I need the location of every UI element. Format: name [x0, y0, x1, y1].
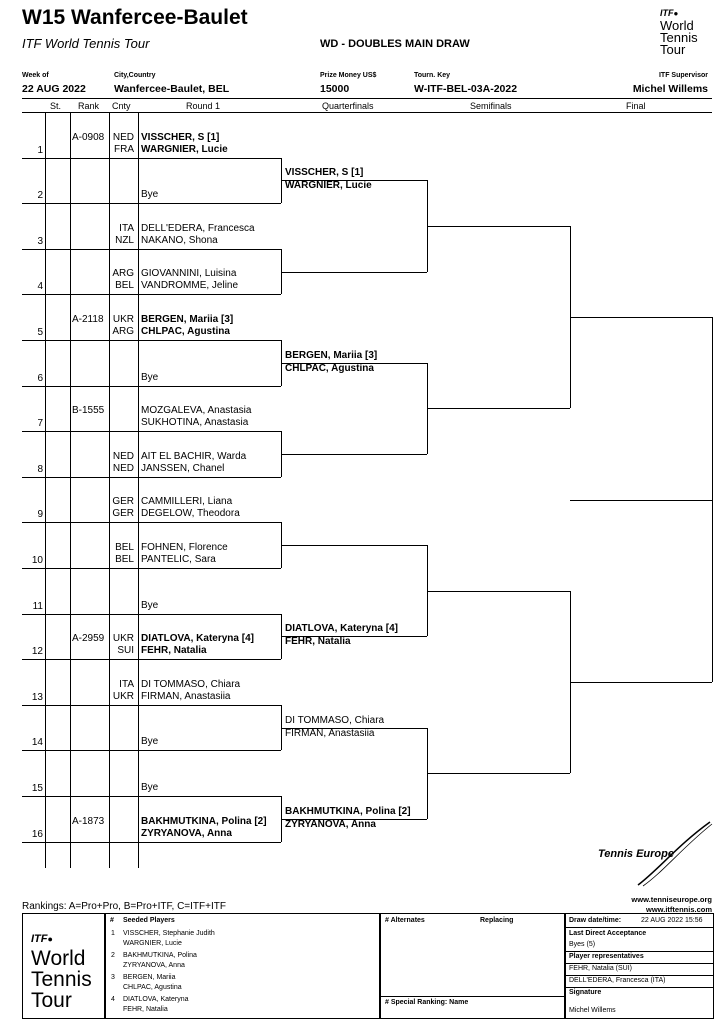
alternates-label: # Alternates [385, 917, 425, 924]
footer-logo-line2: Tennis [31, 968, 92, 991]
country-2: FRA [114, 143, 134, 155]
draw-position: 16 [31, 828, 43, 840]
tournament-title: W15 Wanfercee-Baulet [22, 6, 248, 29]
seed-number: 2 [111, 952, 115, 959]
special-ranking-rule [380, 996, 565, 997]
round1-entry [0, 386, 722, 432]
draw-position: 6 [37, 372, 43, 384]
player-2: Bye [141, 189, 159, 201]
entry-rank: A-0908 [72, 131, 105, 143]
country-1: BEL [115, 541, 134, 553]
player-2: NAKANO, Shona [141, 234, 218, 246]
country-1: ITA [119, 678, 134, 690]
country-2: NED [112, 462, 134, 474]
website-itftennis[interactable]: www.itftennis.com [646, 905, 712, 914]
country-1: UKR [112, 313, 134, 325]
sf-line [427, 773, 570, 774]
seed-player-2: WARGNIER, Lucie [123, 940, 182, 947]
prize-value: 15000 [320, 83, 350, 95]
replacing-label: Replacing [480, 917, 514, 924]
player-2: SUKHOTINA, Anastasia [141, 417, 249, 429]
country-2: BEL [115, 280, 134, 292]
entry-rank: A-2118 [72, 313, 104, 325]
player-1: DELL'EDERA, Francesca [141, 222, 255, 234]
logo-line1: World [660, 18, 694, 33]
draw-position: 11 [32, 600, 43, 612]
player-2: PANTELIC, Sara [141, 553, 216, 565]
player-2: JANSSEN, Chanel [141, 462, 225, 474]
draw-position: 5 [37, 326, 43, 338]
player-1: AIT EL BACHIR, Warda [141, 450, 247, 462]
col-round1: Round 1 [186, 101, 221, 111]
col-st: St. [50, 101, 62, 111]
seed-player-1: BAKHMUTKINA, Polina [123, 952, 197, 959]
seeded-title: Seeded Players [123, 917, 175, 924]
col-final: Final [626, 101, 646, 111]
country-2: BEL [115, 553, 134, 565]
player-2: ZYRYANOVA, Anna [141, 827, 232, 839]
draw-position: 3 [37, 235, 43, 247]
player-2: VANDROMME, Jeline [141, 280, 239, 292]
prize-label: Prize Money US$ [320, 72, 377, 79]
player-1: FOHNEN, Florence [141, 541, 228, 553]
lda-label: Last Direct Acceptance [569, 930, 647, 937]
logo-line2: Tennis [660, 30, 698, 45]
footer-logo-line1: World [31, 947, 86, 970]
country-2: ARG [112, 325, 134, 337]
key-label: Tourn. Key [414, 72, 451, 79]
seed-player-1: DIATLOVA, Kateryna [123, 996, 189, 1003]
itf-logo-box [22, 913, 106, 1019]
final-line [570, 317, 712, 318]
round1-slot-rule [22, 842, 281, 843]
country-2: NZL [115, 234, 134, 246]
supervisor-value: Michel Willems [632, 83, 708, 95]
final-line [570, 682, 712, 683]
footer-tennis-ball-icon: ● [47, 934, 53, 944]
itf-world-tennis-tour-logo-footer [31, 928, 92, 1012]
lda-rule [565, 951, 713, 952]
draw-position: 2 [37, 190, 43, 202]
qf-player-2: CHLPAC, Agustina [285, 362, 374, 374]
qf-player-1: BERGEN, Mariia [3] [285, 349, 378, 361]
rep-2: DELL'EDERA, Francesca (ITA) [569, 977, 666, 984]
player-1: BAKHMUTKINA, Polina [2] [141, 815, 267, 827]
country-2: GER [112, 508, 134, 520]
winner-line [570, 500, 712, 501]
round1-entry [0, 203, 722, 249]
seeded-hash: # [110, 917, 114, 924]
qf-line [281, 454, 427, 455]
player-2: DEGELOW, Theodora [141, 508, 240, 520]
itf-world-tennis-tour-logo [660, 6, 716, 56]
qf-player-2: FEHR, Natalia [285, 636, 351, 648]
player-2: Bye [141, 736, 159, 748]
player-2: Bye [141, 599, 159, 611]
final-connector [712, 317, 713, 682]
seed-player-2: CHLPAC, Agustina [123, 984, 182, 991]
rep-rule [565, 975, 713, 976]
country-2: SUI [117, 645, 134, 657]
city-label: City,Country [114, 72, 156, 79]
player-2: FEHR, Natalia [141, 645, 207, 657]
country-1: ITA [119, 222, 134, 234]
qf-player-1: VISSCHER, S [1] [285, 167, 364, 179]
qf-player-1: DI TOMMASO, Chiara [285, 714, 385, 726]
lda-value: Byes (5) [569, 941, 596, 948]
reps-rule [565, 963, 713, 964]
draw-position: 7 [37, 418, 43, 430]
draw-position: 10 [31, 554, 43, 566]
draw-info-box [564, 913, 714, 1019]
draw-position: 14 [31, 737, 43, 749]
week-value: 22 AUG 2022 [22, 83, 86, 95]
entry-rank: A-1873 [72, 815, 105, 827]
draw-date-label: Draw date/time: [569, 917, 622, 924]
draw-position: 15 [31, 782, 43, 794]
website-tenniseurope[interactable]: www.tenniseurope.org [631, 895, 712, 904]
player-1: DI TOMMASO, Chiara [141, 678, 241, 690]
draw-position: 9 [37, 509, 43, 521]
rep-1: FEHR, Natalia (SUI) [569, 965, 633, 972]
country-1: GER [112, 496, 134, 508]
signature-label: Signature [569, 989, 602, 996]
draw-position: 13 [31, 691, 43, 703]
tennis-europe-logo [598, 820, 716, 890]
alternates-box [379, 913, 566, 1019]
key-value: W-ITF-BEL-03A-2022 [414, 83, 518, 95]
player-2: FIRMAN, Anastasiia [141, 690, 231, 702]
col-rank: Rank [78, 101, 100, 111]
player-1: BERGEN, Mariia [3] [141, 313, 234, 325]
qf-line [281, 545, 427, 546]
draw-position: 12 [31, 646, 43, 658]
sf-line [427, 226, 570, 227]
city-value: Wanfercee-Baulet, BEL [114, 83, 230, 95]
seed-number: 4 [111, 996, 115, 1003]
tennis-ball-icon: ● [673, 9, 679, 18]
country-1: ARG [112, 268, 134, 280]
player-1: VISSCHER, S [1] [141, 131, 220, 143]
draw-date-rule [565, 927, 713, 928]
country-1: UKR [112, 633, 134, 645]
player-2: CHLPAC, Agustina [141, 325, 230, 337]
player-2: Bye [141, 371, 159, 383]
logo-itf-text: ITF [660, 8, 674, 18]
qf-player-2: WARGNIER, Lucie [285, 180, 372, 192]
seeded-players-box [104, 913, 381, 1019]
country-1: NED [112, 131, 134, 143]
qf-player-2: FIRMAN, Anastasiia [285, 727, 375, 739]
sf-line [427, 408, 570, 409]
player-1: GIOVANNINI, Luisina [141, 268, 237, 280]
draw-position: 8 [37, 463, 43, 475]
player-1: DIATLOVA, Kateryna [4] [141, 633, 254, 645]
draw-name: WD - DOUBLES MAIN DRAW [320, 38, 470, 50]
tour-subtitle: ITF World Tennis Tour [22, 36, 150, 51]
logo-line3: Tour [660, 42, 686, 57]
signature-rule [565, 987, 713, 988]
player-2: Bye [141, 781, 159, 793]
seed-player-1: BERGEN, Mariia [123, 974, 176, 981]
header-rule [22, 98, 712, 99]
footer-logo-line3: Tour [31, 989, 72, 1012]
country-2: UKR [112, 690, 134, 702]
seed-player-1: VISSCHER, Stephanie Judith [123, 930, 215, 937]
seed-number: 1 [111, 930, 115, 937]
entry-rank: A-2959 [72, 633, 105, 645]
round1-entry [0, 750, 722, 796]
seed-player-2: ZYRYANOVA, Anna [123, 962, 185, 969]
special-ranking-label: # Special Ranking: Name [385, 999, 469, 1006]
rankings-legend: Rankings: A=Pro+Pro, B=Pro+ITF, C=ITF+ITF [22, 901, 226, 912]
footer-logo-itf: ITF [31, 933, 48, 945]
seed-player-2: FEHR, Natalia [123, 1006, 168, 1013]
draw-date-value: 22 AUG 2022 15:56 [641, 917, 703, 924]
draw-position: 4 [37, 281, 43, 293]
draw-position: 1 [37, 144, 43, 156]
entry-rank: B-1555 [72, 405, 105, 417]
signature-value: Michel Willems [569, 1007, 616, 1014]
seed-number: 3 [111, 974, 115, 981]
col-qf: Quarterfinals [322, 101, 374, 111]
supervisor-label: ITF Supervisor [658, 72, 708, 79]
round1-entry [0, 112, 722, 158]
qf-line [281, 272, 427, 273]
qf-player-1: BAKHMUTKINA, Polina [2] [285, 805, 411, 817]
week-label: Week of [22, 72, 49, 79]
col-sf: Semifinals [470, 101, 512, 111]
player-1: MOZGALEVA, Anastasia [141, 405, 252, 417]
country-1: NED [112, 450, 134, 462]
round1-entry [0, 568, 722, 614]
reps-label: Player representatives [569, 953, 644, 960]
tennis-europe-text: Tennis Europe [598, 848, 674, 860]
player-1: CAMMILLERI, Liana [141, 496, 233, 508]
qf-player-1: DIATLOVA, Kateryna [4] [285, 623, 398, 635]
sf-line [427, 591, 570, 592]
col-cnty: Cnty [112, 101, 131, 111]
qf-player-2: ZYRYANOVA, Anna [285, 818, 376, 830]
player-2: WARGNIER, Lucie [141, 143, 228, 155]
